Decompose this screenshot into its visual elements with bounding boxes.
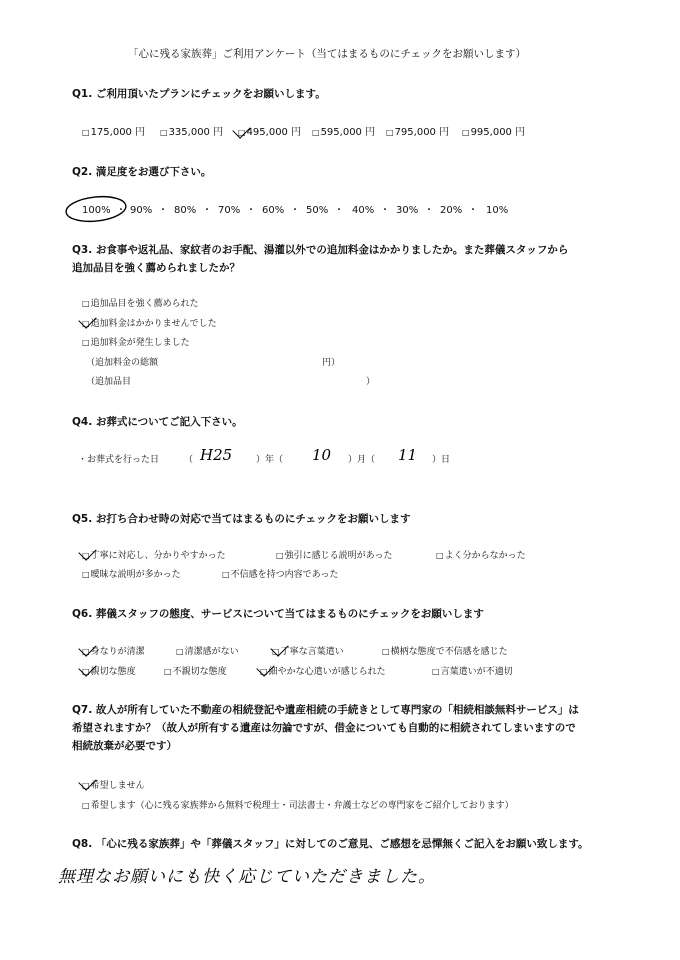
q6-option-clean[interactable]: □ 身なりが清潔 <box>82 646 145 658</box>
q4-month-label: ）月（ <box>348 455 376 465</box>
q3-question-line2: 追加品目を強く薦められましたか？ <box>72 262 240 274</box>
q6-option-improper-words[interactable]: □ 言葉遣いが不適切 <box>432 666 513 678</box>
q1-option-995000[interactable]: □ 995,000 円 <box>462 127 525 139</box>
q6-option-unclean[interactable]: □ 清潔感がない <box>176 646 239 658</box>
q1-option-495000[interactable]: □ 495,000 円 <box>238 127 301 139</box>
q3-items-label: （追加品目 <box>86 377 132 387</box>
q6-option-polite-words[interactable]: □ 丁寧な言葉遣い <box>272 646 344 658</box>
q7-question-line2: 希望されますか？（故人が所有する遺産は勿論ですが、借金についても自動的に相続されてしまいますので <box>72 722 576 734</box>
q4-era-year-value[interactable]: H25 <box>200 446 233 464</box>
q3-amount-label: （追加料金の総額 <box>86 358 159 368</box>
q5-option-distrust[interactable]: □ 不信感を持つ内容であった <box>222 569 338 581</box>
q7-option-request[interactable]: □ 希望します（心に残る家族葬から無料で税理士・司法書士・弁護士などの専門家をご紹介しております） <box>82 800 514 812</box>
q2-question: Q2. 満足度をお選び下さい。 <box>72 166 212 178</box>
q4-day-value[interactable]: 11 <box>398 446 418 464</box>
q8-question: Q8. 「心に残る家族葬」や「葬儀スタッフ」に対してのご意見、ご感想を忌憚無くご記入をお願い致します。 <box>72 838 589 850</box>
q6-question: Q6. 葬儀スタッフの態度、サービスについて当てはまるものにチェックをお願いします <box>72 608 484 620</box>
q2-option-90[interactable]: 90% <box>130 205 153 216</box>
q6-option-kind[interactable]: □ 親切な態度 <box>82 666 136 678</box>
q2-separator: ・ <box>380 205 390 216</box>
q2-separator: ・ <box>424 205 434 216</box>
q5-option-unclear[interactable]: □ よく分からなかった <box>436 550 526 562</box>
q1-option-335000[interactable]: □ 335,000 円 <box>160 127 223 139</box>
q3-option-recommended[interactable]: □ 追加品目を強く薦められた <box>82 298 199 310</box>
q2-separator: ・ <box>246 205 256 216</box>
q3-option-extra[interactable]: □ 追加料金が発生しました <box>82 337 190 349</box>
q4-day-label: ）日 <box>432 455 451 465</box>
q4-month-value[interactable]: 10 <box>312 446 332 464</box>
q5-question: Q5. お打ち合わせ時の対応で当てはまるものにチェックをお願いします <box>72 513 411 525</box>
q2-separator: ・ <box>334 205 344 216</box>
q1-question: Q1. ご利用頂いたプランにチェックをお願いします。 <box>72 88 326 100</box>
q2-option-80[interactable]: 80% <box>174 205 197 216</box>
q2-option-100[interactable]: 100% <box>82 205 111 216</box>
q3-items-close: ） <box>366 377 376 387</box>
q4-question: Q4. お葬式についてご記入下さい。 <box>72 416 243 428</box>
q2-option-60[interactable]: 60% <box>262 205 285 216</box>
q3-option-no-extra[interactable]: □ 追加料金はかかりませんでした <box>82 318 217 330</box>
q1-option-795000[interactable]: □ 795,000 円 <box>386 127 449 139</box>
q2-option-30[interactable]: 30% <box>396 205 419 216</box>
q6-option-unkind[interactable]: □ 不親切な態度 <box>164 666 227 678</box>
q2-option-20[interactable]: 20% <box>440 205 463 216</box>
q4-date-label: ・お葬式を行った日 <box>78 455 160 465</box>
q2-separator: ・ <box>202 205 212 216</box>
q5-option-vague[interactable]: □ 曖昧な説明が多かった <box>82 569 181 581</box>
q7-option-decline[interactable]: □ 希望しません <box>82 780 145 792</box>
page-title: 「心に残る家族葬」ご利用アンケート（当てはまるものにチェックをお願いします） <box>128 48 527 60</box>
q1-option-175000[interactable]: □ 175,000 円 <box>82 127 145 139</box>
q8-answer[interactable]: 無理なお願いにも快く応じていただきました。 <box>58 867 436 887</box>
q2-option-10[interactable]: 10% <box>486 205 509 216</box>
q2-option-40[interactable]: 40% <box>352 205 375 216</box>
q5-option-polite[interactable]: □ 丁寧に対応し、分かりやすかった <box>82 550 226 562</box>
q3-question-line1: Q3. お食事や返礼品、家紋者のお手配、湯灌以外での追加料金はかかりましたか。また葬儀スタッフから <box>72 244 569 256</box>
q4-year-label: ）年（ <box>256 455 284 465</box>
q5-option-forceful[interactable]: □ 強引に感じる説明があった <box>276 550 392 562</box>
q1-option-595000[interactable]: □ 595,000 円 <box>312 127 375 139</box>
q2-separator: ・ <box>290 205 300 216</box>
q6-option-arrogant[interactable]: □ 横柄な態度で不信感を感じた <box>382 646 508 658</box>
q7-question-line3: 相続放棄が必要です） <box>72 740 177 752</box>
q6-option-attentive[interactable]: □ 細やかな心遣いが感じられた <box>260 666 386 678</box>
q2-separator: ・ <box>116 205 126 216</box>
q4-open-paren: （ <box>184 455 194 465</box>
q2-option-70[interactable]: 70% <box>218 205 241 216</box>
q2-option-50[interactable]: 50% <box>306 205 329 216</box>
q7-question-line1: Q7. 故人が所有していた不動産の相続登記や遺産相続の手続きとして専門家の「相続相談無料サービス」は <box>72 704 579 716</box>
q2-separator: ・ <box>158 205 168 216</box>
q3-amount-unit: 円） <box>322 358 341 368</box>
q2-separator: ・ <box>468 205 478 216</box>
